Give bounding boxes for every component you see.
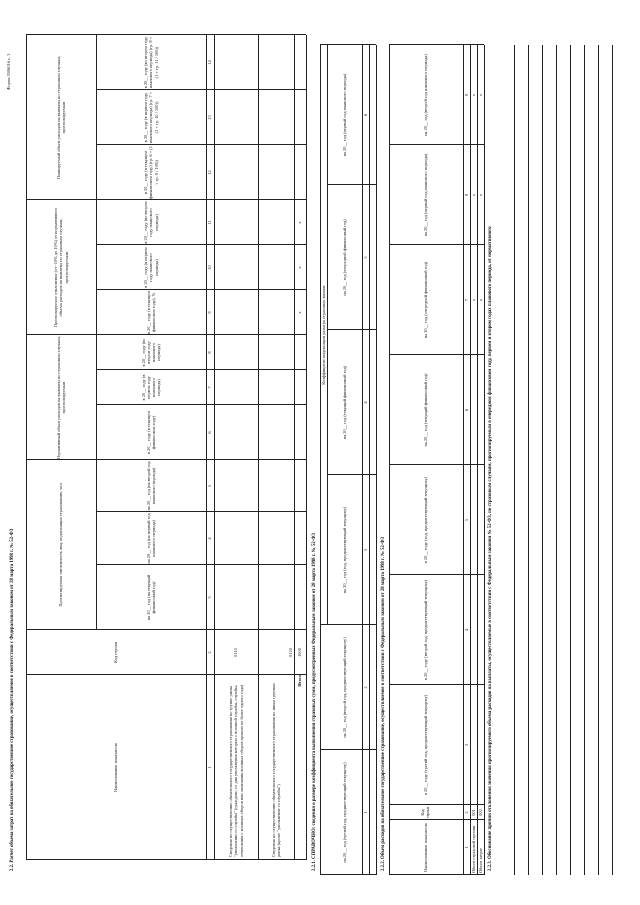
justification-line <box>584 45 585 875</box>
s222-number-7: 7 <box>463 298 469 302</box>
col-number-9: 9 <box>207 311 213 314</box>
coef-col-6: на 20__ год (первый год планового периода) <box>341 73 347 157</box>
coef-number-3: 3 <box>362 548 368 552</box>
col-number-11: 11 <box>207 220 213 225</box>
s222-row-001-code: 001 <box>470 809 476 816</box>
header-col-3: на 20__ год (на текущий финансовый год) <box>145 574 156 621</box>
header-col-12: в 20__ году (в текущем финансовом году) (гр. 6 × (1 + гр. 9 / 100)) <box>143 146 159 199</box>
s222-header-col-7: на 20__ год (очередной финансовый год) <box>423 261 429 339</box>
justification-line <box>570 45 571 875</box>
s222-row-002-name: Объем затрат <box>477 848 483 873</box>
header-name: Наименование показателя <box>113 743 119 792</box>
row-0120-name: Сведения по осуществлению обязательного государственного страхования по иным группам риска (кроме "увольнение со службы") <box>270 683 281 857</box>
col-number-4: 4 <box>207 537 213 540</box>
col-number-12: 12 <box>207 170 213 175</box>
s222-row-001-name: Объем страховой премии <box>470 825 476 873</box>
s222-row-001-x-7: x <box>470 298 476 302</box>
s222-row-002-x-8: x <box>477 193 483 197</box>
header-col-11: в 20__ году (во втором году планового периода) <box>143 201 159 244</box>
header-group-planned: Планируемый объем расходов на выплаты по страховым случаям, прогнозируемым <box>55 55 66 180</box>
col-number-3: 3 <box>207 596 213 599</box>
coef-col-2: на 20__ год (второй год, предшествующий текущему) <box>341 637 347 738</box>
total-x-col-11: x <box>297 221 303 224</box>
s222-header-code: Код строки <box>420 806 430 819</box>
table-border <box>484 45 485 875</box>
header-col-10: в 20__ году (в первом году планового периода) <box>143 247 159 288</box>
col-number-2: 2 <box>207 651 213 654</box>
s222-header-col-5: в 20__ году (год, предшествующий текущему) <box>423 476 429 564</box>
coef-number-5: 5 <box>362 256 368 259</box>
col-number-14: 14 <box>207 60 213 65</box>
s222-header-col-8: на 20__ год (первый год планового периода) <box>423 153 429 237</box>
col-number-10: 10 <box>207 265 213 270</box>
table-border <box>376 45 377 875</box>
s222-header-col-9: на 20__ год (второй год планового периода) <box>423 54 429 136</box>
coef-number-1: 1 <box>362 811 368 814</box>
form-label: Форма 0506016 с. 3 <box>6 53 11 90</box>
s222-number-4: 4 <box>463 628 469 632</box>
col-number-7: 7 <box>207 386 213 389</box>
section-2-2-3-title: 2.2.3. Обоснование причин отклонения значения прогнозируемого объема расходов на выплаты, осуществляемые в соответствии с Федеральным законом № 52-ФЗ, по страховым случаям, прогнозируемым в очередном финансовом году, первом и втором годах планового периода, от нормативного <box>488 226 493 871</box>
header-col-6: в 20__ году (в текущем финансовом году) <box>145 410 156 455</box>
coef-number-6: 6 <box>362 113 368 117</box>
justification-line <box>612 45 613 875</box>
justification-line <box>542 45 543 875</box>
s222-number-5: 5 <box>463 518 469 522</box>
coef-number-4: 4 <box>362 401 368 404</box>
s222-header-col-3: в 20__ году (третий год, предшествующий текущему) <box>423 694 429 796</box>
s222-number-9: 9 <box>463 93 469 97</box>
col-number-5: 5 <box>207 484 213 488</box>
total-x-col-10: x <box>297 266 303 269</box>
table-line <box>369 45 370 875</box>
col-number-6: 6 <box>207 431 213 434</box>
total-label: Итого <box>297 675 303 687</box>
col-number-1: 1 <box>207 766 213 769</box>
s222-row-001-x-8: x <box>470 193 476 197</box>
s222-row-002-x-9: x <box>477 93 483 97</box>
s222-header-col-4: в 20__ году (второй год, предшествующий текущему) <box>423 579 429 681</box>
s222-row-001-x-9: x <box>470 93 476 97</box>
coef-col-5: на 20__ год (очередной финансовый год) <box>341 219 347 296</box>
header-col-13: в 20__ году (в первом году планового периода) (гр. 7 × (1 + гр. 10 / 100)) <box>143 91 159 144</box>
s222-header-name: Наименование показателя <box>423 823 429 872</box>
section-2-2-1-title: 2.2.1. СПРАВОЧНО: сведения о размере коэффициента выполнения страховых сумм, предусмотренных Федеральным законом от 28 марта 1998 г. № 52-ФЗ <box>312 533 317 871</box>
s222-row-002-code: 002 <box>477 809 483 816</box>
header-group-norm: Нормативный объем расходов на выплаты по страховым случаям, прогнозируемым <box>55 335 66 460</box>
header-code: Код строки <box>113 642 119 663</box>
col-number-13: 13 <box>207 115 213 120</box>
row-0110-name: Сведения по осуществлению обязательного государственного страхования по группе риска "увольнение со службы" (граждане, со дня увольнения которых с военной службы, службы, отчисления с военных сборов или окончания военных сборов прошло не более одного года) <box>228 684 244 857</box>
coef-col-3: на 20__ год (год, предшествующий текущему) <box>341 506 347 594</box>
s222-number-1: 1 <box>463 846 469 849</box>
header-col-4: на 20__ год (на первый год планового периода) <box>145 513 156 564</box>
justification-line <box>556 45 557 875</box>
table-border <box>306 35 307 860</box>
total-code: 1000 <box>297 648 303 657</box>
coef-col-4: на 20__ год (текущий финансовый год) <box>341 365 347 440</box>
s222-number-8: 8 <box>463 193 469 197</box>
coef-col-1: на 20__ год (третий год, предшествующий текущему) <box>341 762 347 863</box>
col-number-8: 8 <box>207 351 213 354</box>
coef-number-2: 2 <box>362 686 368 689</box>
row-0120-code: 0120 <box>287 648 293 657</box>
header-col-14: в 20__ году (во втором году планового периода) (гр. 8 × (1 + гр. 11 / 100)) <box>143 36 159 89</box>
section-2-2-title: 2.2. Расчет объема затрат на обязательное государственное страхование, осуществляемое в соответствии с Федеральным законом от 28 марта 1998 г. № 52-ФЗ <box>10 528 15 871</box>
header-col-5: на 20__ год (на второй год планового периода) <box>145 461 156 511</box>
table-line <box>294 35 295 860</box>
section-2-2-2-title: 2.2.2. Объем расходов на обязательное государственное страхование, осуществляемое в соответствии с Федеральным законом от 28 марта 1998 г. № 52-ФЗ <box>381 536 386 871</box>
justification-line <box>528 45 529 875</box>
s222-number-3: 3 <box>463 743 469 747</box>
s222-number-2: 2 <box>463 811 469 814</box>
justification-line <box>598 45 599 875</box>
row-0110-code: 0110 <box>233 648 239 657</box>
coef-header: Коэффициент индексации размера страховых выплат <box>320 285 326 385</box>
total-x-col-9: x <box>297 311 303 314</box>
s222-row-002-x-7: x <box>477 298 483 302</box>
s222-number-6: 6 <box>463 408 469 412</box>
header-col-8: в 20__ году (во втором году планового периода) <box>140 338 162 367</box>
justification-line <box>514 45 515 875</box>
header-col-7: в 20__ году (в первом году планового периода) <box>140 374 162 401</box>
header-group-forecast: Прогнозируемое отклонение (от -10% до 10%) от нормативного объема расходов на выплаты по страховым случаям, прогнозируемым <box>53 207 69 328</box>
header-group-count: Прогнозируемая численность лиц, подлежащих страхованию, чел <box>58 483 64 607</box>
header-col-9: в 20__ году (в текущем финансовом году), % <box>145 290 156 335</box>
s222-header-col-6: на 20__ год (текущий финансовый год) <box>423 373 429 447</box>
